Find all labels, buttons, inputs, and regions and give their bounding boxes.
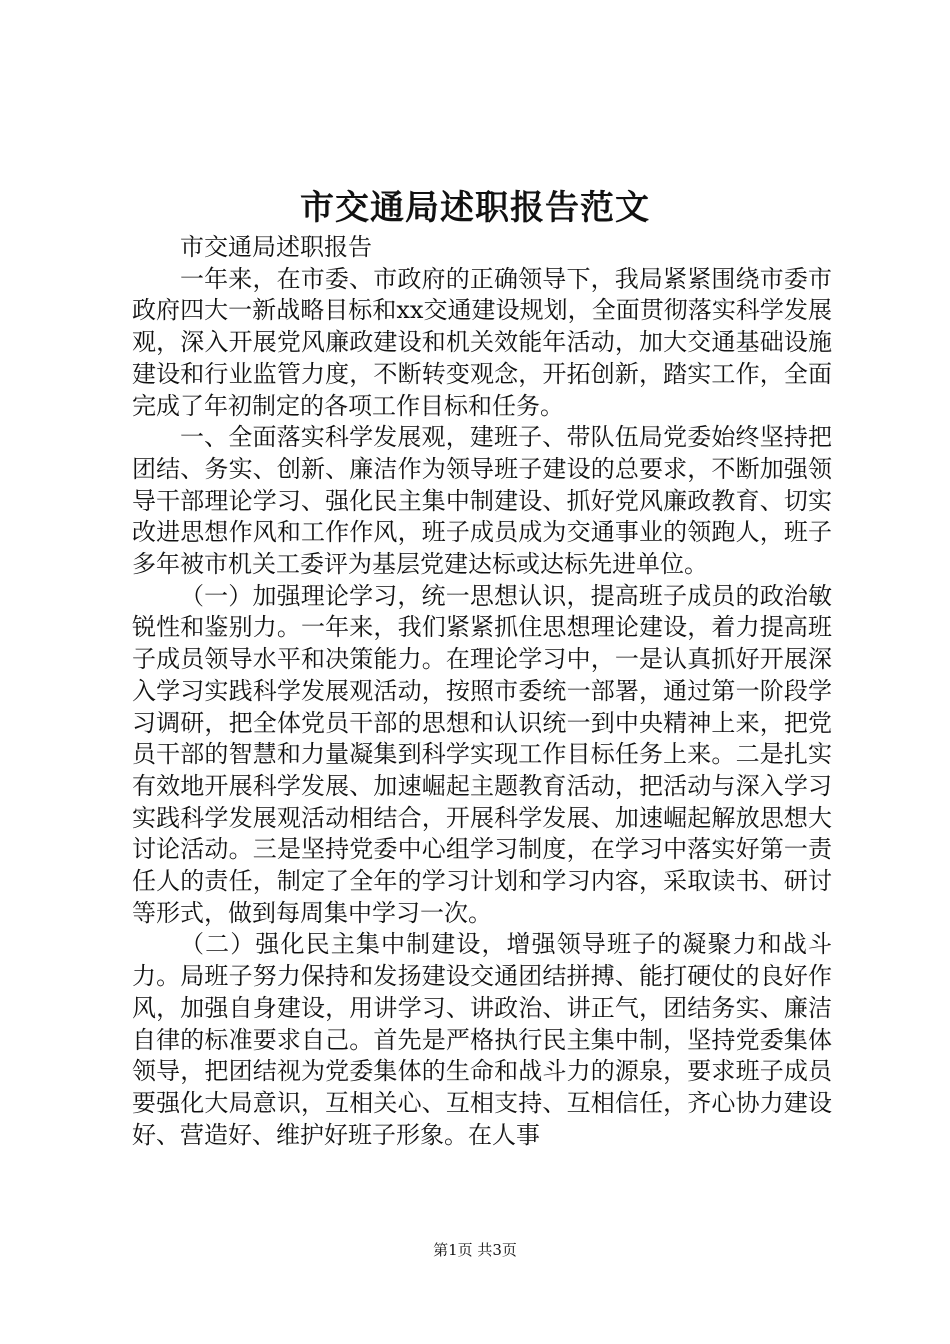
document-title: 市交通局述职报告范文 [300, 188, 650, 228]
paragraph-heading: 市交通局述职报告 [180, 233, 372, 261]
page-footer: 第1页 共3页 [433, 1241, 517, 1259]
paragraph-subsection-1: （一）加强理论学习，统一思想认识，提高班子成员的政治敏锐性和鉴别力。一年来，我们紧紧抓住思想理论建设，着力提高班子成员领导水平和决策能力。在理论学习中，一是认真抓好开展深入学习实践科学发展观活动，按照市委统一部署，通过第一阶段学习调研，把全体党员干部的思想和认识统一到中央精神上来，把党员干部的智慧和力量凝集到科学实现工作目标任务上来。二是扎实有效地开展科学发展、加速崛起主题教育活动，把活动与深入学习实践科学发展观活动相结合，开展科学发展、加速崛起解放思想大讨论活动。三是坚持党委中心组学习制度，在学习中落实好第一责任人的责任，制定了全年的学习计划和学习内容，采取读书、研讨等形式，做到每周集中学习一次。 [132, 581, 832, 927]
paragraph-subsection-2: （二）强化民主集中制建设，增强领导班子的凝聚力和战斗力。局班子努力保持和发扬建设交通团结拼搏、能打硬仗的良好作风，加强自身建设，用讲学习、讲政治、讲正气，团结务实、廉洁自律的标准要求自己。首先是严格执行民主集中制，坚持党委集体领导，把团结视为党委集体的生命和战斗力的源泉，要求班子成员要强化大局意识，互相关心、互相支持、互相信任，齐心协力建设好、营造好、维护好班子形象。在人事 [132, 930, 832, 1149]
document-body [132, 232, 832, 1151]
paragraph-intro: 一年来，在市委、市政府的正确领导下，我局紧紧围绕市委市政府四大一新战略目标和xx交通建设规划，全面贯彻落实科学发展观，深入开展党风廉政建设和机关效能年活动，加大交通基础设施建设和行业监管力度，不断转变观念，开拓创新，踏实工作，全面完成了年初制定的各项工作目标和任务。 [132, 264, 832, 420]
paragraph-section-1: 一、全面落实科学发展观，建班子、带队伍局党委始终坚持把团结、务实、创新、廉洁作为领导班子建设的总要求，不断加强领导干部理论学习、强化民主集中制建设、抓好党风廉政教育、切实改进思想作风和工作作风，班子成员成为交通事业的领跑人，班子多年被市机关工委评为基层党建达标或达标先进单位。 [132, 423, 832, 579]
